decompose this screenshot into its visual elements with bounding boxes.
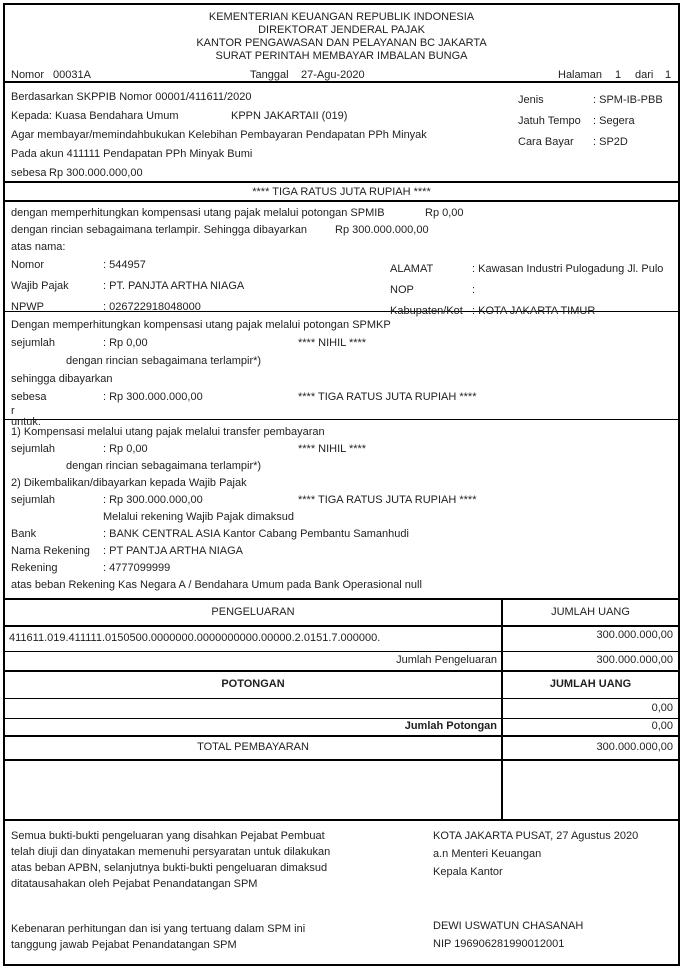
atas-nama-label: atas nama: bbox=[11, 241, 66, 253]
cara-bayar-label: Cara Bayar bbox=[518, 136, 574, 148]
sehingga-line: sehingga dibayarkan bbox=[11, 373, 113, 385]
jumlah-pengeluaran-value: 300.000.000,00 bbox=[596, 654, 673, 667]
pengeluaran-column-header: PENGELUARAN bbox=[5, 600, 503, 625]
nop-row bbox=[390, 280, 663, 301]
poin2-line: 2) Dikembalikan/dibayarkan kepada Wajib Pajak bbox=[11, 477, 247, 489]
potongan-spmib-value: Rp 0,00 bbox=[425, 207, 464, 219]
nama-rekening-row bbox=[11, 543, 678, 560]
potongan-header-row bbox=[5, 672, 678, 699]
untuk-label: untuk: bbox=[11, 416, 41, 428]
alamat-value: : Kawasan Industri Pulogadung Jl. Pulo bbox=[472, 263, 664, 275]
spmkp-rincian-line: dengan rincian sebagaimana terlampir*) bbox=[66, 355, 262, 367]
atas-nama-section bbox=[5, 202, 678, 317]
alamat-row bbox=[390, 259, 663, 280]
kepada-text: Kepada: Kuasa Bendahara Umum bbox=[11, 110, 179, 122]
jatuh-tempo-value: : Segera bbox=[593, 115, 635, 127]
kementerian-line: KEMENTERIAN KEUANGAN REPUBLIK INDONESIA bbox=[208, 11, 475, 23]
direktorat-line: DIREKTORAT JENDERAL PAJAK bbox=[258, 24, 425, 36]
cara-bayar-row bbox=[518, 132, 663, 153]
nomor-value: 00031A bbox=[53, 69, 91, 81]
dibayarkan-value: Rp 300.000.000,00 bbox=[335, 224, 429, 236]
wp-nomor-label: Nomor bbox=[11, 259, 45, 271]
bank-label: Bank bbox=[11, 528, 37, 540]
wajib-pajak-label: Wajib Pajak bbox=[11, 280, 69, 292]
spmkp-sebesar-label: sebesa bbox=[11, 391, 47, 403]
signature-section bbox=[5, 821, 678, 964]
document-header bbox=[5, 5, 678, 83]
total-pembayaran-row bbox=[5, 737, 678, 761]
signature-name-block bbox=[433, 917, 583, 953]
jenis-label: Jenis bbox=[518, 94, 544, 106]
potongan-spmib-text: dengan memperhitungkan kompensasi utang pajak melalui potongan SPMIB bbox=[11, 207, 385, 219]
kabupaten-label: Kabupaten/Kot bbox=[390, 305, 463, 317]
poin2-sejumlah-row bbox=[11, 492, 678, 509]
bank-value: : BANK CENTRAL ASIA Kantor Cabang Pembantu Samanhudi bbox=[103, 528, 409, 540]
place-date: KOTA JAKARTA PUSAT, 27 Agustus 2020 bbox=[433, 830, 639, 842]
poin1-sejumlah-row bbox=[11, 441, 678, 458]
kppn-text: KPPN JAKARTAII (019) bbox=[231, 110, 348, 122]
melalui-rekening-line: Melalui rekening Wajib Pajak dimaksud bbox=[103, 511, 294, 523]
alamat-label: ALAMAT bbox=[390, 263, 434, 275]
dari-label: dari bbox=[635, 69, 654, 81]
jatuh-tempo-label: Jatuh Tempo bbox=[518, 115, 581, 127]
total-pembayaran-label: TOTAL PEMBAYARAN bbox=[5, 737, 503, 759]
blank-right-cell bbox=[503, 761, 678, 819]
rekening-row bbox=[11, 560, 678, 577]
cara-bayar-value: : SP2D bbox=[593, 136, 628, 148]
dibayarkan-text: dengan rincian sebagaimana terlampir. Sehingga dibayarkan bbox=[11, 224, 307, 236]
potongan-empty-value: 0,00 bbox=[651, 701, 673, 714]
spmkp-sebesar-value: : Rp 300.000.000,00 bbox=[103, 391, 203, 403]
kebenaran-line-1: Kebenaran perhitungan dan isi yang tertuang dalam SPM ini bbox=[11, 923, 306, 935]
blank-left-cell bbox=[5, 761, 503, 819]
berdasarkan-line: Berdasarkan SKPPIB Nomor 00001/411611/2020 bbox=[11, 91, 252, 103]
header-title-block bbox=[5, 11, 678, 63]
pernyataan-line-2: telah diuji dan dinyatakan memenuhi persyaratan untuk dilakukan bbox=[11, 846, 331, 858]
pernyataan-line-4: ditatausahakan oleh Pejabat Penandatangan SPM bbox=[11, 878, 258, 890]
jumlah-pengeluaran-row bbox=[5, 652, 678, 672]
sebesar-wrap-r: r bbox=[11, 405, 15, 417]
signature-place-block bbox=[433, 827, 638, 881]
untuk-section bbox=[5, 420, 678, 600]
jenis-row bbox=[518, 90, 663, 111]
jumlah-pengeluaran-label: Jumlah Pengeluaran bbox=[5, 652, 503, 670]
pernyataan-paragraph bbox=[11, 828, 330, 892]
jenis-value: : SPM-IB-PBB bbox=[593, 94, 663, 106]
pejabat-nip: NIP 196906281990012001 bbox=[433, 938, 565, 950]
spmkp-sejumlah-terbilang: **** NIHIL **** bbox=[298, 337, 367, 349]
jumlah-potongan-label: Jumlah Potongan bbox=[5, 719, 503, 735]
jumlah-potongan-value: 0,00 bbox=[651, 720, 673, 733]
atas-beban-line: atas beban Rekening Kas Negara A / Bendahara Umum pada Bank Operasional null bbox=[11, 579, 422, 591]
jabatan: Kepala Kantor bbox=[433, 866, 503, 878]
pernyataan-line-1: Semua bukti-bukti pengeluaran yang disahkan Pejabat Pembuat bbox=[11, 830, 325, 842]
intro-section bbox=[5, 83, 678, 183]
an-menteri: a.n Menteri Keuangan bbox=[433, 848, 542, 860]
payment-meta-block bbox=[518, 90, 663, 153]
poin2-terbilang: **** TIGA RATUS JUTA RUPIAH **** bbox=[298, 494, 477, 506]
wp-nomor-value: : 544957 bbox=[103, 259, 146, 271]
spmkp-sejumlah-label: sejumlah bbox=[11, 337, 56, 349]
poin1-sejumlah-value: : Rp 0,00 bbox=[103, 443, 148, 455]
spmkp-sebesar-terbilang: **** TIGA RATUS JUTA RUPIAH **** bbox=[298, 391, 477, 403]
pernyataan-line-3: atas beban APBN, selanjutnya bukti-bukti pengeluaran dimaksud bbox=[11, 862, 328, 874]
potongan-empty-cell bbox=[5, 699, 503, 718]
spmkp-sebesar-row bbox=[11, 388, 678, 406]
sebesar-label: sebesa bbox=[11, 167, 47, 179]
poin1-rincian-line: dengan rincian sebagaimana terlampir*) bbox=[66, 460, 262, 472]
wajib-pajak-value: : PT. PANJTA ARTHA NIAGA bbox=[103, 280, 245, 292]
poin1-line: 1) Kompensasi melalui utang pajak melalui transfer pembayaran bbox=[11, 426, 325, 438]
poin2-sejumlah-value: : Rp 300.000.000,00 bbox=[103, 494, 203, 506]
pejabat-nama: DEWI USWATUN CHASANAH bbox=[433, 920, 584, 932]
pengeluaran-header-row bbox=[5, 600, 678, 627]
blank-row bbox=[5, 761, 678, 821]
document-title: SURAT PERINTAH MEMBAYAR IMBALAN BUNGA bbox=[215, 50, 468, 62]
akun-code: 411611.019.411111.0150500.0000000.0000000000.00000.2.0151.7.000000. bbox=[5, 627, 503, 651]
poin1-sejumlah-label: sejumlah bbox=[11, 443, 56, 455]
kebenaran-line-2: tanggung jawab Pejabat Penandatangan SPM bbox=[11, 939, 237, 951]
poin2-sejumlah-label: sejumlah bbox=[11, 494, 56, 506]
spmkp-sejumlah-row bbox=[11, 334, 678, 352]
kebenaran-paragraph bbox=[11, 921, 305, 953]
akun-row bbox=[5, 627, 678, 652]
spmkp-section bbox=[5, 312, 678, 428]
potongan-column-header: POTONGAN bbox=[5, 672, 503, 698]
rekening-value: : 4777099999 bbox=[103, 562, 171, 574]
potongan-empty-row bbox=[5, 699, 678, 719]
sebesar-value: Rp 300.000.000,00 bbox=[49, 167, 143, 179]
jatuh-tempo-row bbox=[518, 111, 663, 132]
rekening-label: Rekening bbox=[11, 562, 58, 574]
poin1-terbilang: **** NIHIL **** bbox=[298, 443, 367, 455]
agar-line: Agar membayar/memindahbukukan Kelebihan Pembayaran Pendapatan PPh Minyak bbox=[11, 129, 427, 141]
spmkp-intro-line: Dengan memperhitungkan kompensasi utang pajak melalui potongan SPMKP bbox=[11, 319, 391, 331]
kantor-line: KANTOR PENGAWASAN DAN PELAYANAN BC JAKARTA bbox=[196, 37, 487, 49]
jumlah-uang-column-header: JUMLAH UANG bbox=[551, 605, 630, 618]
pada-akun-line: Pada akun 411111 Pendapatan PPh Minyak Bumi bbox=[11, 148, 253, 160]
dibayarkan-line bbox=[11, 222, 678, 239]
tanggal-label: Tanggal bbox=[250, 69, 289, 81]
total-pembayaran-value: 300.000.000,00 bbox=[596, 741, 673, 754]
bank-row bbox=[11, 526, 678, 543]
sebesar-line bbox=[11, 164, 678, 183]
akun-amount: 300.000.000,00 bbox=[596, 629, 673, 641]
spmkp-sejumlah-value: : Rp 0,00 bbox=[103, 337, 148, 349]
spm-document bbox=[3, 3, 680, 966]
halaman-value: 1 bbox=[615, 69, 622, 81]
dari-value: 1 bbox=[665, 69, 672, 81]
tanggal-value: 27-Agu-2020 bbox=[301, 69, 365, 81]
nama-rekening-label: Nama Rekening bbox=[11, 545, 90, 557]
npwp-label: NPWP bbox=[11, 301, 44, 313]
jumlah-potongan-row bbox=[5, 719, 678, 737]
potongan-spmib-line bbox=[11, 205, 678, 222]
nop-value: : bbox=[472, 284, 476, 296]
nomor-label: Nomor bbox=[11, 69, 45, 81]
terbilang-banner: **** TIGA RATUS JUTA RUPIAH **** bbox=[5, 183, 678, 202]
nop-label: NOP bbox=[390, 284, 414, 296]
jumlah-uang-column-header-2: JUMLAH UANG bbox=[549, 678, 632, 691]
kabupaten-value: : KOTA JAKARTA TIMUR bbox=[472, 305, 596, 317]
nama-rekening-value: : PT PANTJA ARTHA NIAGA bbox=[103, 545, 243, 557]
halaman-label: Halaman bbox=[558, 69, 603, 81]
npwp-value: : 026722918048000 bbox=[103, 301, 201, 313]
